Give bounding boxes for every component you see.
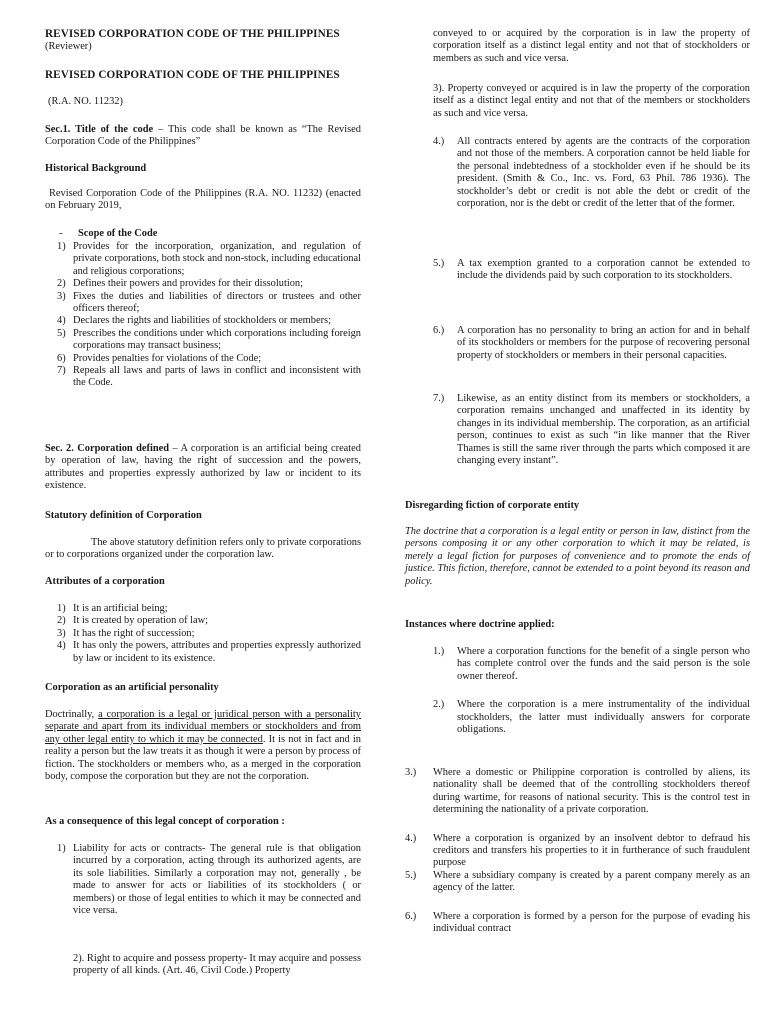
list-item-text: Where a corporation is formed by a person for the purpose of evading his individual contract bbox=[433, 910, 750, 935]
document-title: REVISED CORPORATION CODE OF THE PHILIPPINES bbox=[45, 28, 340, 40]
continuation-paragraph: conveyed to or acquired by the corporation is in law the property of corporation itself as a distinct legal entity and not that of stockholders or members as such and vice versa. bbox=[433, 28, 750, 64]
list-item-text: Where a corporation is organized by an insolvent debtor to defraud his creditors and transfers his properties to it in furtherance of such fraudulent purpose bbox=[433, 832, 750, 869]
sec2-label: Sec. 2. Corporation defined bbox=[45, 443, 170, 454]
scope-list bbox=[45, 241, 361, 390]
list-item bbox=[405, 699, 750, 736]
disregarding-heading: Disregarding fiction of corporate entity bbox=[405, 500, 580, 511]
list-item bbox=[45, 615, 361, 627]
consequence-list bbox=[45, 843, 361, 917]
list-item-number: 6) bbox=[57, 352, 66, 364]
instances-list-a bbox=[405, 646, 750, 736]
list-item-text: It has only the powers, attributes and properties expressly authorized by law or incident to its existence. bbox=[73, 640, 361, 664]
list-item-text: Liability for acts or contracts- The general rule is that obligation incurred by a corporation, acting through its authorized agents, are its sole liabilities. Similarly a corporation may not, generally , be made to answer for acts or liabilities of its stockholders ( or members) or those of legal entities to which it may be connected and vice versa. bbox=[73, 843, 361, 917]
list-item-text: Repeals all laws and parts of laws in conflict and inconsistent with the Code. bbox=[73, 365, 361, 389]
list-item bbox=[45, 241, 361, 278]
list-item bbox=[405, 258, 750, 283]
doctrinally-underlined: a corporation is a legal or juridical person with a personality separate and apart from its individual members or stockholders and from any other legal entity to which it may be connected bbox=[45, 709, 362, 745]
list-item bbox=[405, 833, 750, 870]
list-item-number: 7) bbox=[57, 365, 66, 377]
list-item-text: A corporation has no personality to bring an action for and in behalf of its stockholders or members for the purpose of recovering personal property of stockholders or members in their personal capacities. bbox=[457, 325, 750, 361]
list-item-text: Where a subsidiary company is created by a parent company merely as an agency of the latter. bbox=[433, 869, 750, 894]
historical-text: Revised Corporation Code of the Philippines (R.A. NO. 11232) (enacted on February 2019, bbox=[45, 188, 361, 212]
sec1-text: – This code shall be known as “The Revised Corporation Code of the Philippines” bbox=[45, 124, 361, 148]
list-item-text: Fixes the duties and liabilities of directors or trustees and other officers thereof; bbox=[73, 290, 361, 315]
list-item bbox=[45, 640, 361, 665]
list-item-text: Defines their powers and provides for their dissolution; bbox=[73, 278, 303, 290]
list-item-number: 3) bbox=[57, 290, 66, 302]
list-item-number: 4) bbox=[57, 640, 66, 652]
doctrinally-paragraph bbox=[45, 709, 361, 783]
sec1-label: Sec.1. Title of the code bbox=[45, 124, 154, 135]
list-item-text: It is created by operation of law; bbox=[73, 615, 209, 627]
consequence-heading: As a consequence of this legal concept of corporation : bbox=[45, 816, 285, 827]
item-3-paragraph: 3). Property conveyed or acquired is in law the property of the corporation itself as a distinct legal entity and not that of the members or stockholders as such and vice versa. bbox=[433, 83, 750, 119]
reviewer-label: (Reviewer) bbox=[45, 41, 92, 52]
list-item bbox=[45, 291, 361, 316]
list-item bbox=[405, 767, 750, 817]
list-item bbox=[405, 136, 750, 210]
list-item-number: 1.) bbox=[433, 646, 445, 657]
sec2-paragraph bbox=[45, 443, 361, 493]
right-to-acquire-paragraph: 2). Right to acquire and possess property- It may acquire and possess property of all kinds. (Art. 46, Civil Code.) Property bbox=[73, 953, 361, 977]
right-numbered-list-d bbox=[405, 393, 750, 467]
attributes-heading: Attributes of a corporation bbox=[45, 576, 165, 587]
list-item bbox=[45, 328, 361, 353]
list-item bbox=[405, 870, 750, 895]
scope-heading: Scope of the Code bbox=[78, 228, 158, 239]
list-item-number: 2) bbox=[57, 278, 66, 290]
list-item-number: 1) bbox=[57, 843, 66, 854]
statutory-heading: Statutory definition of Corporation bbox=[45, 510, 202, 521]
list-item-number: 4) bbox=[57, 315, 66, 327]
statutory-text: The above statutory definition refers only to private corporations or to corporations organized under the corporation law. bbox=[45, 537, 361, 561]
right-numbered-list-c bbox=[405, 325, 750, 362]
doctrinally-lead: Doctrinally, bbox=[45, 709, 99, 720]
list-item-text: It is an artificial being; bbox=[73, 603, 168, 614]
sec2-text: – A corporation is an artificial being created by operation of law, having the right of succession and the powers, attributes and properties expressly authorized by law or incident to its existence. bbox=[45, 443, 361, 492]
list-item bbox=[405, 911, 750, 936]
list-item bbox=[45, 353, 361, 365]
doctrine-text: The doctrine that a corporation is a legal entity or person in law, distinct from the persons composing it or any other corporation to which it may be related, is merely a legal fiction for purposes of convenience and to promote the ends of justice. This fiction, therefore, cannot be extended to a point beyond its reason and policy. bbox=[405, 526, 750, 587]
list-item-number: 2.) bbox=[433, 699, 445, 711]
list-item-text: Where the corporation is a mere instrumentality of the individual stockholders, the latter must individually answers for corporate obligations. bbox=[457, 699, 750, 736]
list-item bbox=[405, 393, 750, 467]
list-item-text: Prescribes the conditions under which corporations including foreign corporations may transact business; bbox=[73, 327, 361, 352]
list-item-text: Provides for the incorporation, organization, and regulation of private corporations, both stock and non-stock, including educational and religious corporations; bbox=[73, 241, 361, 277]
doctrinally-rest: . It is not in fact and in reality a person but the law treats it as though it were a person by process of fiction. The stockholders or members who, as a merged in the corporation body, compose the corporation but they are not the corporation. bbox=[45, 733, 362, 783]
list-item bbox=[45, 365, 361, 390]
list-item-number: 4.) bbox=[405, 832, 417, 844]
list-item-text: All contracts entered by agents are the contracts of the corporation and not those of the members. A corporation cannot be held liable for the personal indebtedness of a stockholder even if he should be its president. (Smith & Co., Inc. vs. Ford, 63 Phil. 786 1936). The stockholder’s debt or credit is not able the debt or credit of the corporation, nor is the debt or credit of the letter that of the former. bbox=[457, 136, 750, 210]
list-item bbox=[45, 278, 361, 290]
list-item-number: 1) bbox=[57, 241, 66, 252]
list-item-number: 5.) bbox=[433, 258, 445, 269]
list-item-number: 2) bbox=[57, 615, 66, 627]
instances-heading: Instances where doctrine applied: bbox=[405, 619, 555, 630]
list-item bbox=[45, 843, 361, 917]
right-numbered-list-b bbox=[405, 258, 750, 283]
list-item-number: 4.) bbox=[433, 136, 445, 147]
list-item-number: 6.) bbox=[405, 910, 417, 922]
list-item-number: 3) bbox=[57, 627, 66, 639]
right-numbered-list-a bbox=[405, 136, 750, 210]
list-item-number: 7.) bbox=[433, 393, 445, 404]
list-item bbox=[45, 628, 361, 640]
list-item-text: Likewise, as an entity distinct from its members or stockholders, a corporation remains unchanged and unaffected in its identity by changes in its individual membership. The corporation, as an artificial person, continues to exist as such “in like manner that the River Thames is still the same river through the parts which composed it are changing every instant”. bbox=[457, 393, 750, 467]
instances-list-b bbox=[405, 767, 750, 935]
attributes-list bbox=[45, 603, 361, 665]
list-item-text: It has the right of succession; bbox=[73, 627, 195, 639]
document-title-repeat: REVISED CORPORATION CODE OF THE PHILIPPINES bbox=[45, 69, 340, 81]
list-item-number: 1) bbox=[57, 603, 66, 614]
list-item bbox=[405, 646, 750, 683]
artificial-heading: Corporation as an artificial personality bbox=[45, 682, 219, 693]
list-item-number: 5.) bbox=[405, 869, 417, 881]
ra-number: (R.A. NO. 11232) bbox=[48, 96, 123, 107]
list-item bbox=[45, 603, 361, 615]
scope-dash: - bbox=[59, 228, 63, 239]
list-item-text: Declares the rights and liabilities of stockholders or members; bbox=[73, 315, 331, 327]
list-item bbox=[45, 315, 361, 327]
list-item-text: A tax exemption granted to a corporation cannot be extended to include the dividends paid by such corporation to its stockholders. bbox=[457, 258, 750, 282]
historical-heading: Historical Background bbox=[45, 163, 147, 174]
list-item-number: 6.) bbox=[433, 325, 445, 336]
list-item-text: Provides penalties for violations of the Code; bbox=[73, 352, 262, 364]
list-item-number: 5) bbox=[57, 327, 66, 339]
list-item-number: 3.) bbox=[405, 767, 417, 778]
sec1-paragraph bbox=[45, 124, 361, 149]
list-item bbox=[405, 325, 750, 362]
list-item-text: Where a corporation functions for the benefit of a single person who has complete control over the funds and the said person is the sole owner thereof. bbox=[457, 646, 750, 682]
list-item-text: Where a domestic or Philippine corporation is controlled by aliens, its nationality shall be deemed that of the controlling stockholders thereof during wartime, for reasons of national security. This is the control test in determining the nationality of a private corporation. bbox=[433, 767, 750, 816]
